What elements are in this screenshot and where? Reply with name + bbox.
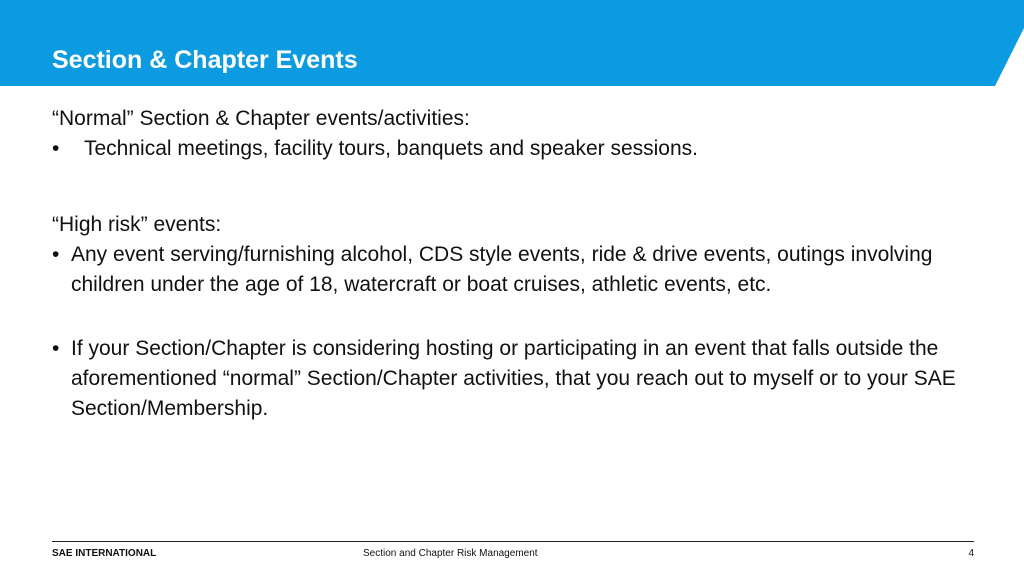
high-risk-event-bullet: [52, 334, 982, 424]
spacer: [52, 164, 982, 210]
bullet-text: If your Section/Chapter is considering hosting or participating in an event that falls outside the aforementioned “normal” Section/Chapter activities, that you reach out to myself or to your SAE Section/Membership.: [71, 337, 956, 420]
bullet-icon: •: [52, 337, 60, 360]
bullet-icon: •: [52, 137, 60, 160]
high-risk-event-bullet: [52, 240, 982, 300]
footer-divider: [52, 541, 974, 542]
normal-event-bullet: [52, 134, 982, 164]
bullet-text: Technical meetings, facility tours, banquets and speaker sessions.: [84, 137, 698, 160]
bullet-icon: •: [52, 243, 60, 266]
footer-presentation-title: Section and Chapter Risk Management: [363, 548, 538, 559]
normal-events-heading: “Normal” Section & Chapter events/activities:: [52, 107, 470, 130]
slide-title: Section & Chapter Events: [52, 46, 358, 74]
bullet-text: Any event serving/furnishing alcohol, CDS style events, ride & drive events, outings involving children under the age of 18, watercraft or boat cruises, athletic events, etc.: [71, 243, 933, 296]
spacer: [52, 300, 982, 334]
slide-content: [52, 104, 982, 424]
high-risk-events-heading: “High risk” events:: [52, 213, 222, 236]
page-number: 4: [968, 548, 974, 559]
footer-organization: SAE INTERNATIONAL: [52, 548, 157, 559]
